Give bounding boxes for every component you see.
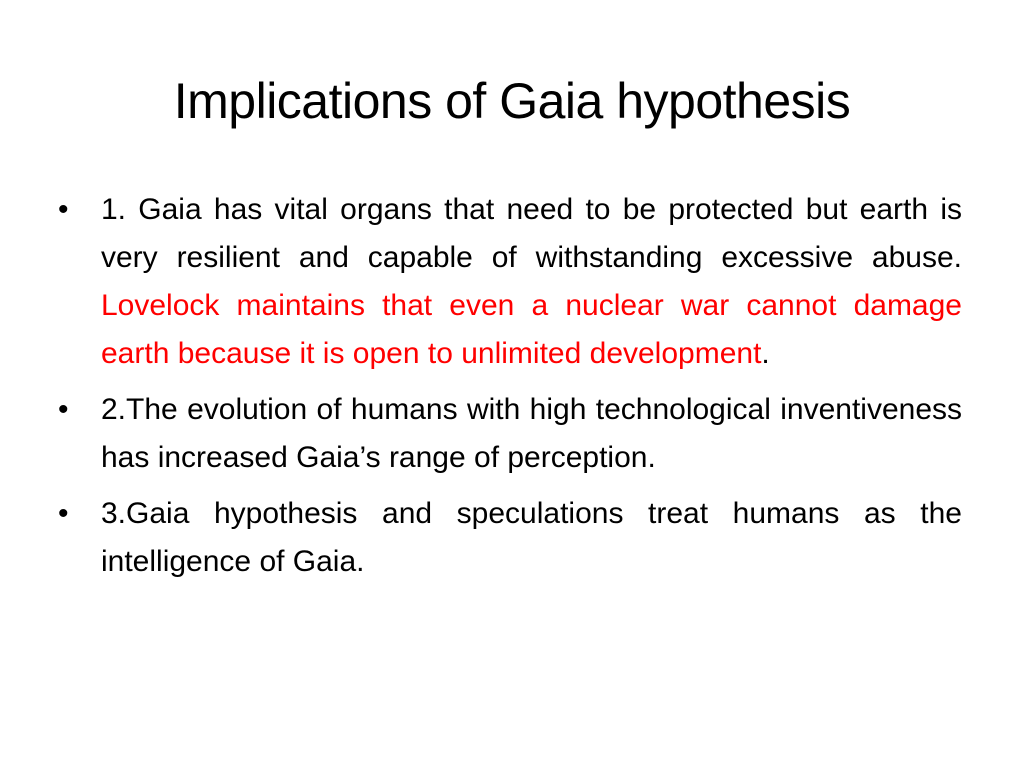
bullet-1-text-end: .: [761, 337, 770, 370]
bullet-list: [58, 186, 962, 594]
bullet-item-1: [58, 186, 962, 378]
bullet-2-text: 2.The evolution of humans with high technological inventiveness has increased Gaia’s range of perception.: [101, 393, 962, 474]
bullet-1-text: 1. Gaia has vital organs that need to be protected but earth is very resilient and capable of withstanding excessive abuse.: [101, 193, 962, 274]
bullet-dot-icon: •: [58, 497, 69, 530]
bullet-item-2: [58, 386, 962, 482]
slide-title: Implications of Gaia hypothesis: [173, 73, 851, 129]
bullet-dot-icon: •: [58, 193, 69, 226]
bullet-dot-icon: •: [58, 393, 69, 426]
bullet-3-text: 3.Gaia hypothesis and speculations treat humans as the intelligence of Gaia.: [101, 497, 962, 578]
bullet-item-3: [58, 490, 962, 586]
bullet-1-highlight-text: Lovelock maintains that even a nuclear war cannot damage earth because it is open to unlimited development: [101, 289, 962, 370]
